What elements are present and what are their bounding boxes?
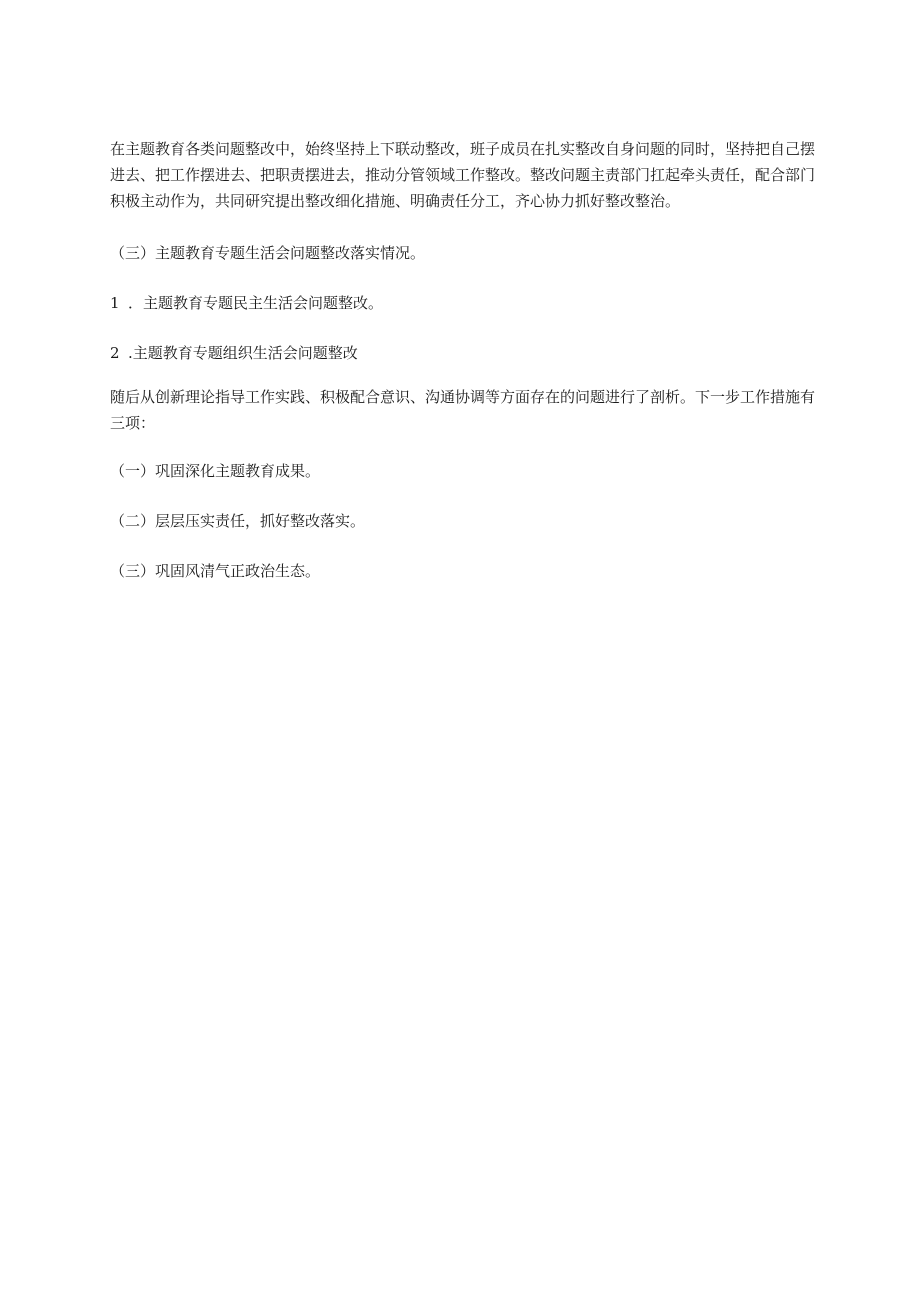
item-text: ．主题教育专题民主生活会问题整改。 xyxy=(128,294,384,312)
item-text: .主题教育专题组织生活会问题整改 xyxy=(128,344,358,362)
section-heading-three: （三）主题教育专题生活会问题整改落实情况。 xyxy=(110,244,426,262)
measure-item-3: （三）巩固风清气正政治生态。 xyxy=(110,562,321,580)
paragraph-analysis: 随后从创新理论指导工作实践、积极配合意识、沟通协调等方面存在的问题进行了剖析。下一步工作措施有三项： xyxy=(110,388,816,432)
item-number: 2 xyxy=(110,344,120,362)
numbered-item-1 xyxy=(110,290,822,316)
paragraph-rectification-overview: 在主题教育各类问题整改中，始终坚持上下联动整改，班子成员在扎实整改自身问题的同时，坚持把自己摆进去、把工作摆进去、把职责摆进去，推动分管领域工作整改。整改问题主责部门扛起牵头责任，配合部门积极主动作为，共同研究提出整改细化措施、明确责任分工，齐心协力抓好整改整治。 xyxy=(110,140,816,210)
numbered-item-2 xyxy=(110,340,822,366)
measure-item-2: （二）层层压实责任，抓好整改落实。 xyxy=(110,512,366,530)
item-number: 1 xyxy=(110,294,120,312)
measure-item-1: （一）巩固深化主题教育成果。 xyxy=(110,462,321,480)
